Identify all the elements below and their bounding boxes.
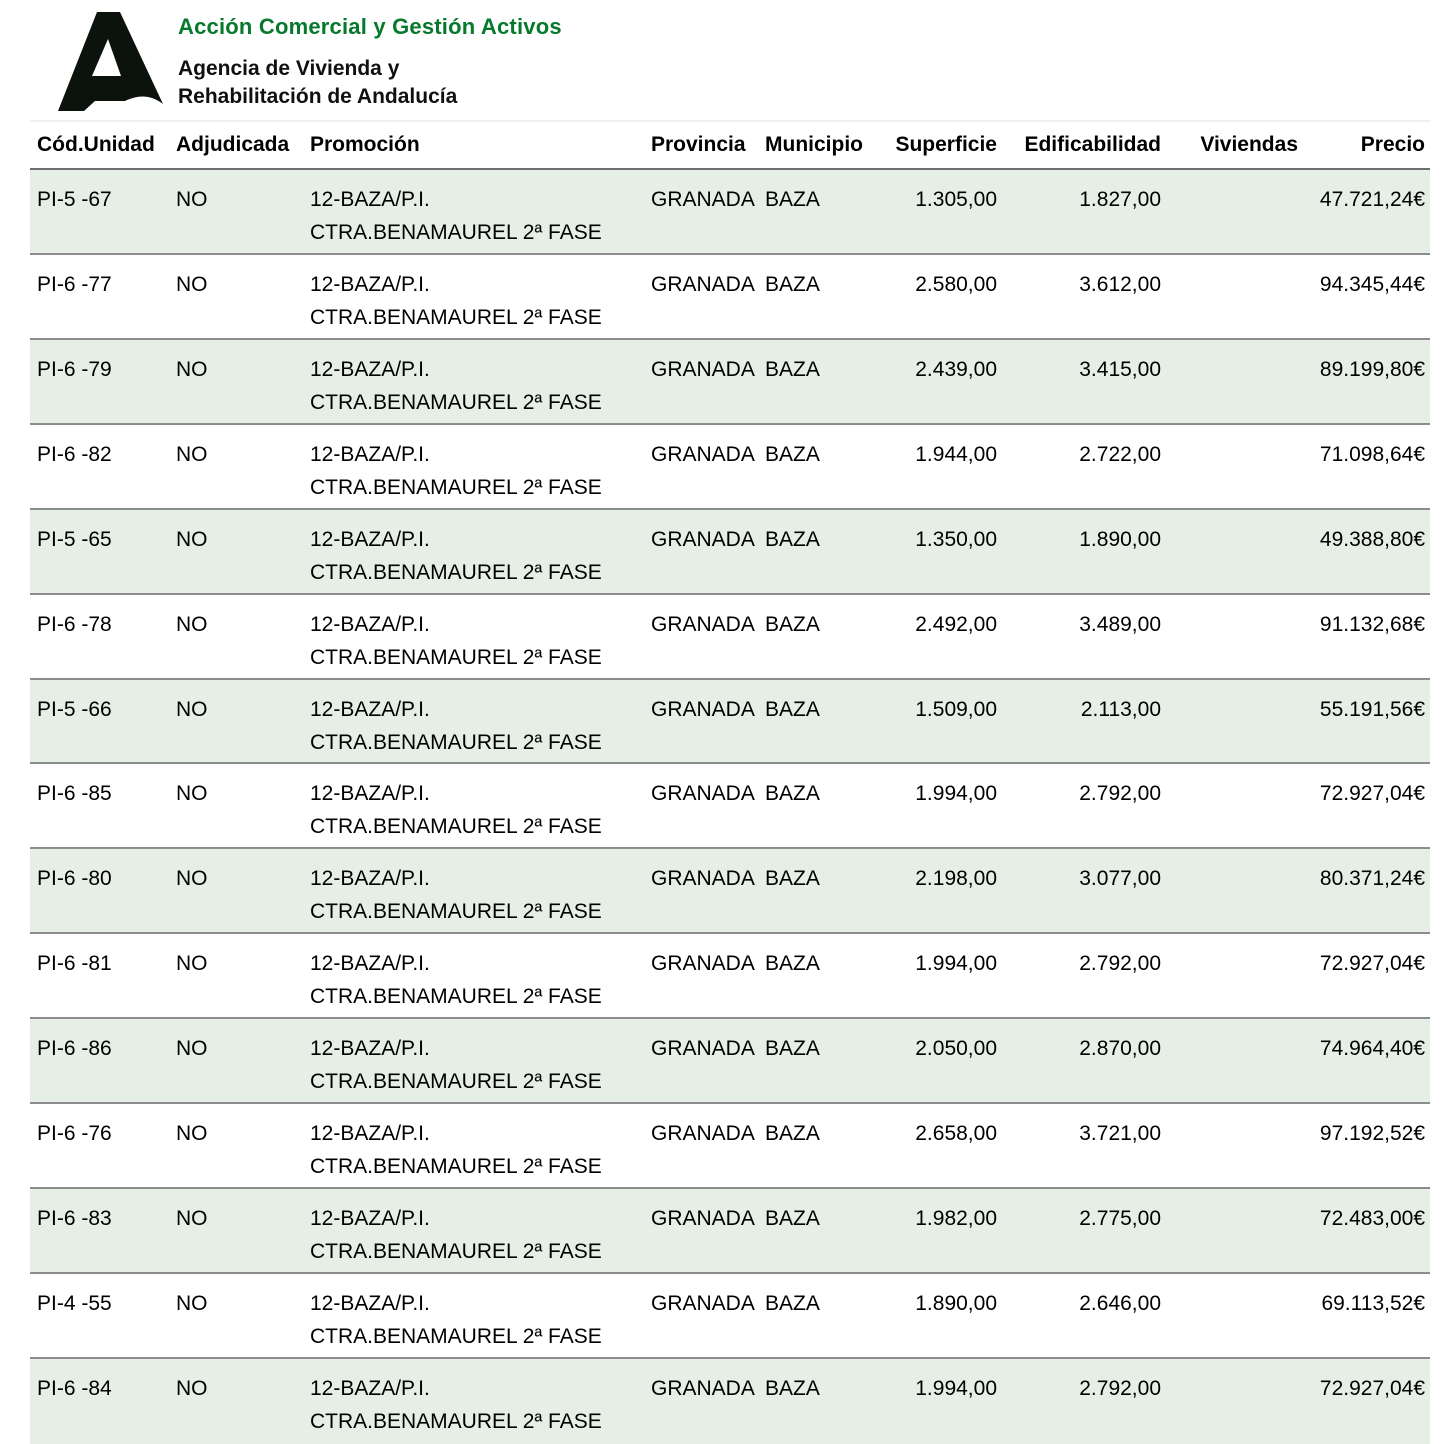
cell-promocion: [305, 693, 647, 763]
table-row: [30, 170, 1430, 255]
table-row: [30, 595, 1430, 680]
cell-edificabilidad: 1.827,00: [1079, 188, 1161, 211]
table-row: [30, 1274, 1430, 1359]
table-row: [30, 764, 1430, 849]
cell-viviendas: [1161, 183, 1298, 253]
cell-precio: 72.927,04€: [1319, 782, 1425, 806]
promocion-line1: 12-BAZA/P.I.: [310, 188, 430, 211]
col-header-cod-unidad: Cód.Unidad: [37, 133, 155, 156]
cell-edificabilidad: 2.792,00: [1079, 952, 1161, 976]
cell-municipio: BAZA: [765, 612, 820, 636]
cell-edificabilidad: 3.489,00: [1079, 612, 1161, 636]
promocion-line2: CTRA.BENAMAUREL 2ª FASE: [310, 475, 602, 499]
cell-precio: 91.132,68€: [1319, 612, 1425, 636]
cell-precio: 94.345,44€: [1319, 272, 1425, 296]
cell-promocion: [305, 1287, 647, 1357]
cell-cod-unidad: PI-6 -86: [37, 1037, 112, 1061]
promocion-line1: 12-BAZA/P.I.: [310, 1122, 430, 1146]
agency-name-line2: Rehabilitación de Andalucía: [178, 85, 458, 108]
cell-viviendas: [1161, 1032, 1298, 1102]
cell-precio: 55.191,56€: [1319, 697, 1425, 721]
cell-cod-unidad: PI-6 -84: [37, 1376, 112, 1400]
cell-precio: 97.192,52€: [1319, 1122, 1425, 1146]
assets-table: [30, 120, 1430, 1444]
cell-edificabilidad: 2.722,00: [1079, 442, 1161, 466]
cell-promocion: [305, 1117, 647, 1187]
cell-cod-unidad: PI-6 -77: [37, 272, 112, 296]
table-row: [30, 255, 1430, 340]
cell-promocion: [305, 183, 647, 253]
promocion-line2: CTRA.BENAMAUREL 2ª FASE: [310, 221, 602, 244]
promocion-line2: CTRA.BENAMAUREL 2ª FASE: [310, 1409, 602, 1433]
cell-superficie: 2.492,00: [915, 612, 997, 636]
cell-promocion: [305, 1202, 647, 1272]
cell-provincia: GRANADA: [651, 867, 755, 891]
promocion-line2: CTRA.BENAMAUREL 2ª FASE: [310, 390, 602, 414]
cell-superficie: 2.050,00: [915, 1037, 997, 1061]
cell-adjudicada: NO: [176, 612, 208, 636]
table-row: [30, 849, 1430, 934]
promocion-line2: CTRA.BENAMAUREL 2ª FASE: [310, 900, 602, 924]
cell-adjudicada: NO: [176, 442, 208, 466]
promocion-line1: 12-BAZA/P.I.: [310, 952, 430, 976]
promocion-line2: CTRA.BENAMAUREL 2ª FASE: [310, 1070, 602, 1094]
col-header-adjudicada: Adjudicada: [176, 133, 290, 156]
col-header-precio: Precio: [1360, 133, 1425, 156]
cell-municipio: BAZA: [765, 1037, 820, 1061]
promocion-line2: CTRA.BENAMAUREL 2ª FASE: [310, 305, 602, 329]
cell-provincia: GRANADA: [651, 1376, 755, 1400]
cell-edificabilidad: 3.077,00: [1079, 867, 1161, 891]
cell-provincia: GRANADA: [651, 1122, 755, 1146]
table-row: [30, 510, 1430, 595]
cell-municipio: BAZA: [765, 952, 820, 976]
promocion-line1: 12-BAZA/P.I.: [310, 357, 430, 381]
promocion-line1: 12-BAZA/P.I.: [310, 1376, 430, 1400]
cell-provincia: GRANADA: [651, 697, 755, 721]
cell-adjudicada: NO: [176, 527, 208, 551]
col-header-superficie: Superficie: [895, 133, 997, 156]
cell-cod-unidad: PI-5 -65: [37, 527, 112, 551]
cell-viviendas: [1161, 862, 1298, 932]
cell-viviendas: [1161, 947, 1298, 1017]
table-body: [30, 170, 1430, 1444]
table-row: [30, 425, 1430, 510]
cell-promocion: [305, 1032, 647, 1102]
cell-municipio: BAZA: [765, 357, 820, 381]
cell-edificabilidad: 3.415,00: [1079, 357, 1161, 381]
cell-viviendas: [1161, 608, 1298, 678]
promocion-line1: 12-BAZA/P.I.: [310, 442, 430, 466]
cell-promocion: [305, 268, 647, 338]
agency-name-line1: Agencia de Vivienda y: [178, 57, 400, 80]
promocion-line1: 12-BAZA/P.I.: [310, 1291, 430, 1315]
col-header-edificabilidad: Edificabilidad: [1024, 133, 1161, 156]
table-row: [30, 340, 1430, 425]
cell-superficie: 1.350,00: [915, 527, 997, 551]
cell-adjudicada: NO: [176, 357, 208, 381]
cell-adjudicada: NO: [176, 272, 208, 296]
cell-cod-unidad: PI-6 -78: [37, 612, 112, 636]
cell-viviendas: [1161, 353, 1298, 423]
promocion-line2: CTRA.BENAMAUREL 2ª FASE: [310, 985, 602, 1009]
cell-edificabilidad: 2.646,00: [1079, 1291, 1161, 1315]
cell-precio: 72.483,00€: [1319, 1207, 1425, 1231]
cell-viviendas: [1161, 1117, 1298, 1187]
cell-superficie: 1.994,00: [915, 952, 997, 976]
cell-promocion: [305, 608, 647, 678]
promocion-line1: 12-BAZA/P.I.: [310, 1207, 430, 1231]
cell-viviendas: [1161, 268, 1298, 338]
cell-cod-unidad: PI-6 -79: [37, 357, 112, 381]
cell-adjudicada: NO: [176, 1037, 208, 1061]
cell-precio: 72.927,04€: [1319, 1376, 1425, 1400]
cell-edificabilidad: 2.792,00: [1079, 1376, 1161, 1400]
promocion-line2: CTRA.BENAMAUREL 2ª FASE: [310, 560, 602, 584]
agency-name: [178, 55, 457, 111]
cell-viviendas: [1161, 1287, 1298, 1357]
cell-promocion: [305, 777, 647, 847]
cell-edificabilidad: 1.890,00: [1079, 527, 1161, 551]
cell-promocion: [305, 947, 647, 1017]
cell-viviendas: [1161, 1372, 1298, 1444]
cell-precio: 69.113,52€: [1321, 1291, 1425, 1315]
cell-adjudicada: NO: [176, 1207, 208, 1231]
cell-provincia: GRANADA: [651, 357, 755, 381]
cell-edificabilidad: 2.870,00: [1079, 1037, 1161, 1061]
cell-superficie: 1.305,00: [915, 188, 997, 211]
cell-provincia: GRANADA: [651, 612, 755, 636]
cell-provincia: GRANADA: [651, 782, 755, 806]
cell-superficie: 1.982,00: [915, 1207, 997, 1231]
cell-provincia: GRANADA: [651, 1207, 755, 1231]
cell-municipio: BAZA: [765, 1291, 820, 1315]
cell-municipio: BAZA: [765, 1207, 820, 1231]
col-header-provincia: Provincia: [651, 133, 746, 156]
promocion-line2: CTRA.BENAMAUREL 2ª FASE: [310, 1240, 602, 1264]
promocion-line2: CTRA.BENAMAUREL 2ª FASE: [310, 815, 602, 839]
cell-provincia: GRANADA: [651, 272, 755, 296]
cell-promocion: [305, 1372, 647, 1444]
cell-cod-unidad: PI-6 -85: [37, 782, 112, 806]
cell-promocion: [305, 862, 647, 932]
promocion-line1: 12-BAZA/P.I.: [310, 527, 430, 551]
promocion-line2: CTRA.BENAMAUREL 2ª FASE: [310, 1155, 602, 1179]
cell-municipio: BAZA: [765, 442, 820, 466]
cell-municipio: BAZA: [765, 1376, 820, 1400]
cell-adjudicada: NO: [176, 1122, 208, 1146]
promocion-line1: 12-BAZA/P.I.: [310, 697, 430, 721]
cell-superficie: 2.580,00: [915, 272, 997, 296]
cell-cod-unidad: PI-6 -80: [37, 867, 112, 891]
col-header-viviendas: Viviendas: [1200, 133, 1298, 156]
cell-provincia: GRANADA: [651, 952, 755, 976]
cell-municipio: BAZA: [765, 867, 820, 891]
cell-provincia: GRANADA: [651, 1037, 755, 1061]
cell-viviendas: [1161, 438, 1298, 508]
junta-de-andalucia-logo-icon: [57, 10, 163, 112]
cell-precio: 74.964,40€: [1319, 1037, 1425, 1061]
cell-cod-unidad: PI-5 -67: [37, 188, 112, 211]
cell-provincia: GRANADA: [651, 188, 755, 211]
table-row: [30, 1104, 1430, 1189]
table-row: [30, 680, 1430, 765]
cell-edificabilidad: 3.721,00: [1079, 1122, 1161, 1146]
cell-adjudicada: NO: [176, 952, 208, 976]
cell-adjudicada: NO: [176, 1376, 208, 1400]
cell-provincia: GRANADA: [651, 527, 755, 551]
cell-viviendas: [1161, 693, 1298, 763]
cell-adjudicada: NO: [176, 782, 208, 806]
cell-adjudicada: NO: [176, 867, 208, 891]
cell-adjudicada: NO: [176, 697, 208, 721]
promocion-line2: CTRA.BENAMAUREL 2ª FASE: [310, 730, 602, 754]
promocion-line1: 12-BAZA/P.I.: [310, 867, 430, 891]
cell-adjudicada: NO: [176, 1291, 208, 1315]
cell-municipio: BAZA: [765, 272, 820, 296]
cell-viviendas: [1161, 777, 1298, 847]
cell-edificabilidad: 2.792,00: [1079, 782, 1161, 806]
cell-precio: 71.098,64€: [1319, 442, 1425, 466]
cell-municipio: BAZA: [765, 1122, 820, 1146]
cell-superficie: 2.198,00: [915, 867, 997, 891]
promocion-line1: 12-BAZA/P.I.: [310, 782, 430, 806]
cell-cod-unidad: PI-6 -81: [37, 952, 112, 976]
cell-superficie: 2.658,00: [915, 1122, 997, 1146]
brand-header: [0, 0, 1444, 120]
cell-edificabilidad: 2.775,00: [1079, 1207, 1161, 1231]
table-row: [30, 1359, 1430, 1444]
promocion-line1: 12-BAZA/P.I.: [310, 1037, 430, 1061]
cell-municipio: BAZA: [765, 697, 820, 721]
cell-cod-unidad: PI-6 -82: [37, 442, 112, 466]
cell-precio: 47.721,24€: [1319, 188, 1425, 211]
cell-superficie: 1.944,00: [915, 442, 997, 466]
cell-municipio: BAZA: [765, 782, 820, 806]
cell-cod-unidad: PI-5 -66: [37, 697, 112, 721]
cell-viviendas: [1161, 523, 1298, 593]
cell-provincia: GRANADA: [651, 1291, 755, 1315]
cell-precio: 49.388,80€: [1319, 527, 1425, 551]
cell-superficie: 1.890,00: [915, 1291, 997, 1315]
table-row: [30, 934, 1430, 1019]
cell-adjudicada: NO: [176, 188, 208, 211]
promocion-line2: CTRA.BENAMAUREL 2ª FASE: [310, 1324, 602, 1348]
cell-cod-unidad: PI-6 -83: [37, 1207, 112, 1231]
cell-cod-unidad: PI-4 -55: [37, 1291, 112, 1315]
promocion-line1: 12-BAZA/P.I.: [310, 612, 430, 636]
table-header-row: [30, 120, 1430, 170]
cell-cod-unidad: PI-6 -76: [37, 1122, 112, 1146]
cell-provincia: GRANADA: [651, 442, 755, 466]
cell-superficie: 1.509,00: [915, 697, 997, 721]
cell-edificabilidad: 2.113,00: [1080, 697, 1161, 721]
cell-promocion: [305, 438, 647, 508]
cell-precio: 89.199,80€: [1319, 357, 1425, 381]
cell-precio: 80.371,24€: [1319, 867, 1425, 891]
cell-edificabilidad: 3.612,00: [1079, 272, 1161, 296]
cell-superficie: 1.994,00: [915, 782, 997, 806]
brand-tagline: Acción Comercial y Gestión Activos: [178, 14, 562, 39]
col-header-municipio: Municipio: [765, 133, 863, 156]
col-header-promocion: Promoción: [310, 133, 420, 156]
table-row: [30, 1189, 1430, 1274]
cell-superficie: 1.994,00: [915, 1376, 997, 1400]
table-row: [30, 1019, 1430, 1104]
promocion-line1: 12-BAZA/P.I.: [310, 272, 430, 296]
promocion-line2: CTRA.BENAMAUREL 2ª FASE: [310, 645, 602, 669]
cell-promocion: [305, 353, 647, 423]
cell-precio: 72.927,04€: [1319, 952, 1425, 976]
cell-superficie: 2.439,00: [915, 357, 997, 381]
cell-municipio: BAZA: [765, 527, 820, 551]
cell-municipio: BAZA: [765, 188, 820, 211]
cell-viviendas: [1161, 1202, 1298, 1272]
cell-promocion: [305, 523, 647, 593]
